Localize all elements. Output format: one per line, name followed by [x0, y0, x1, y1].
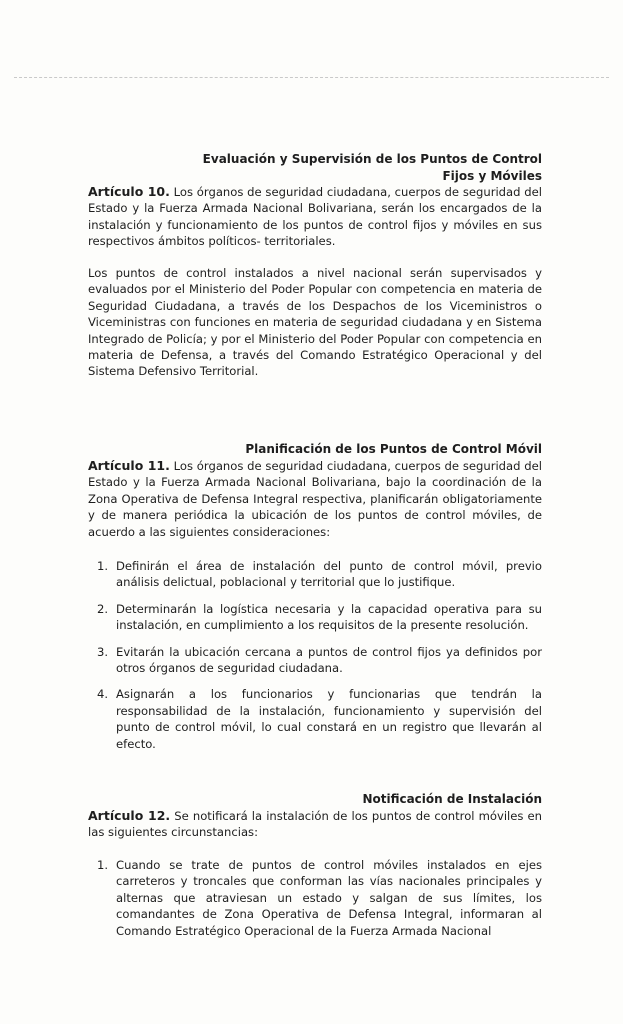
- list-item-text: Asignarán a los funcionarios y funcionarias que tendrán la responsabilidad de la instalación, funcionamiento y supervisión del punto de control móvil, lo cual constará en un registro que llevarán al efecto.: [116, 687, 542, 751]
- list-item-text: Cuando se trate de puntos de control móviles instalados en ejes carreteros y troncales que conforman las vías nacionales principales y alternas que atraviesan un estado y salgan de sus límites, los comandantes de Zona Operativa de Defensa Integral, informaran al Comando Estratégico Operacional de la Fuerza Armada Nacional: [116, 858, 542, 938]
- article-12-list: [88, 857, 542, 949]
- article-11-list: [88, 558, 542, 762]
- article-11-text: Los órganos de seguridad ciudadana, cuerpos de seguridad del Estado y la Fuerza Armada Nacional Bolivariana, bajo la coordinación de la Zona Operativa de Defensa Integral respectiva, planificarán obligatoriamente y de manera periódica la ubicación de los puntos de control móviles, de acuerdo a las siguientes consideraciones:: [88, 459, 542, 539]
- list-item-text: Definirán el área de instalación del punto de control móvil, previo análisis delictual, poblacional y territorial que lo justifique.: [116, 559, 542, 590]
- article-10-label: Artículo 10.: [88, 184, 170, 199]
- list-item: [88, 601, 542, 634]
- article-12-label: Artículo 12.: [88, 808, 171, 823]
- heading-line-1: Planificación de los Puntos de Control Móvil: [245, 442, 542, 456]
- list-item: [88, 686, 542, 752]
- article-10-supervision-paragraph: Los puntos de control instalados a nivel nacional serán supervisados y evaluados por el Ministerio del Poder Popular con competencia en materia de Seguridad Ciudadana, a través de los Despachos de los Viceministros o Viceministras con funciones en materia de seguridad ciudadana y en Sistema Integrado de Policía; y por el Ministerio del Poder Popular con competencia en materia de Defensa, a través del Comando Estratégico Operacional y del Sistema Defensivo Territorial.: [88, 266, 542, 379]
- section-heading-notificacion: [88, 791, 542, 808]
- heading-line-2: Fijos y Móviles: [442, 168, 542, 183]
- list-item-number: 2.: [96, 601, 108, 616]
- list-item: [88, 558, 542, 591]
- list-item: [88, 644, 542, 677]
- section-heading-evaluacion: [88, 151, 542, 184]
- article-12-paragraph: [88, 808, 542, 841]
- list-item-number: 1.: [96, 559, 108, 573]
- scan-edge-line: [14, 77, 609, 78]
- list-item: [88, 857, 542, 939]
- list-item-number: 3.: [96, 644, 108, 659]
- list-item-text: Evitarán la ubicación cercana a puntos de control fijos ya definidos por otros órganos de seguridad ciudadana.: [116, 644, 542, 676]
- heading-line-1: Notificación de Instalación: [362, 792, 542, 806]
- article-11-paragraph: [88, 458, 542, 540]
- article-11-label: Artículo 11.: [88, 458, 170, 473]
- list-item-number: 1.: [96, 858, 108, 872]
- article-12-text: Se notificará la instalación de los puntos de control móviles en las siguientes circunstancias:: [88, 809, 543, 840]
- section-heading-planificacion: [88, 441, 542, 458]
- list-item-number: 4.: [96, 687, 108, 702]
- article-10-paragraph: [88, 184, 542, 250]
- list-item-text: Determinarán la logística necesaria y la capacidad operativa para su instalación, en cumplimiento a los requisitos de la presente resolución.: [116, 601, 542, 633]
- article-10-text: Los órganos de seguridad ciudadana, cuerpos de seguridad del Estado y la Fuerza Armada Nacional Bolivariana, serán los encargados de la instalación y funcionamiento de los puntos de control fijos y móviles en sus respectivos ámbitos políticos- territoriales.: [88, 185, 542, 249]
- heading-line-1: Evaluación y Supervisión de los Puntos de Control: [202, 152, 542, 166]
